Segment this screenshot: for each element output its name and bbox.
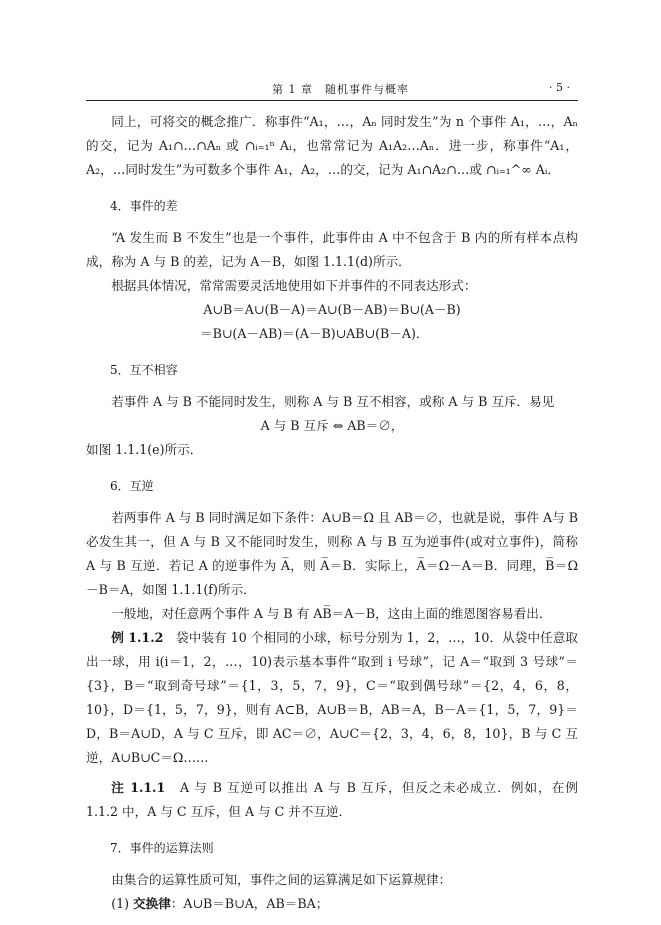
section-title-difference: 4．事件的差 (110, 199, 178, 213)
paragraph-mutually-exclusive: 若事件 A 与 B 不能同时发生，则称 A 与 B 互不相容，或称 A 与 B 互斥．易见 (111, 394, 555, 409)
term-commutative: 交换律 (133, 896, 171, 911)
section-title-complement: 6．互逆 (110, 479, 154, 493)
paragraph-difference-identity: 一般地，对任意两个事件 A 与 B 有 AB̅＝A－B，这由上面的维恩图容易看出． (111, 606, 552, 621)
page-number: · 5 · (549, 81, 570, 94)
paragraph-difference: “A 发生而 B 不发生”也是一个事件，此事件由 A 中不包含于 B 内的所有样本点构成，称为 A 与 B 的差，记为 A－B，如图 1.1.1(d)所示． (86, 230, 578, 269)
section-title-operation-rules: 7．事件的运算法则 (110, 841, 214, 855)
note-1-1-1: 注 1.1.1 A 与 B 互逆可以推出 A 与 B 互斥，但反之未必成立．例如，在例 1.1.2 中，A 与 C 互斥，但 A 与 C 并不互逆． (86, 780, 578, 819)
equation-union-2: ＝B∪(A－AB)＝(A－B)∪AB∪(B－A)． (200, 326, 429, 341)
example-label: 例 1.1.2 (111, 630, 164, 645)
note-label: 注 1.1.1 (111, 780, 166, 795)
example-1-1-2: 例 1.1.2 袋中装有 10 个相同的小球，标号分别为 1，2，…，10．从袋中任意取出一球，用 i(i＝1，2，…，10)表示基本事件“取到 i 号球”，记 A＝“取到 3 号球”＝{3}，B＝“取到奇号球”＝{1，3，5，7，9}，C＝“取到偶号球”＝{2，4，6，8，10}，D＝{1，5，7，9}，则有 A⊂B，A∪B＝B，AB＝A，B－A＝{1，5，7，9}＝D，B＝A∪D，A 与 C 互斥，即 AC＝∅，A∪C＝{2，3，4，6，8，10}，B 与 C 互逆，A∪B∪C＝Ω…… (86, 630, 578, 765)
header-rule (86, 100, 578, 101)
paragraph-operation-rules: 由集合的运算性质可知，事件之间的运算满足如下运算规律： (111, 872, 452, 887)
equation-union-1: A∪B＝A∪(B－A)＝A∪(B－AB)＝B∪(A－B) (203, 302, 461, 317)
chapter-title: 第 1 章 随机事件与概率 (272, 83, 409, 96)
paragraph-intersection: 同上，可将交的概念推广．称事件“A₁，…，Aₙ 同时发生”为 n 个事件 A₁，…，Aₙ 的交，记为 A₁∩…∩Aₙ 或 ∩ᵢ₌₁ⁿ Aᵢ，也常常记为 A₁A₂…Aₙ．进一步，称事件“A₁，A₂，…同时发生”为可数多个事件 A₁，A₂，…的交，记为 A₁∩A₂∩…或 ∩ᵢ₌₁^∞ Aᵢ． (86, 114, 578, 177)
paragraph-figure-ref-e: 如图 1.1.1(e)所示． (86, 442, 203, 457)
page-body (86, 110, 578, 916)
rule-commutative: (1) 交换律：A∪B＝B∪A，AB＝BA； (111, 896, 329, 911)
equation-exclusive: A 与 B 互斥 ⇔ AB＝∅， (260, 418, 404, 433)
running-header (86, 78, 576, 98)
paragraph-complement: 若两事件 A 与 B 同时满足如下条件：A∪B＝Ω 且 AB＝∅，也就是说，事件 A与 B 必发生其一，但 A 与 B 又不能同时发生，则称 A 与 B 互为逆事件(或对立事件)，简称 A 与 B 互逆．若记 A 的逆事件为 A̅，则 A̅＝B．实际上，A̅＝Ω－A＝B．同理，B̅＝Ω－B＝A，如图 1.1.1(f)所示． (86, 510, 579, 597)
section-title-mutually-exclusive: 5．互不相容 (110, 363, 178, 377)
paragraph-union-forms: 根据具体情况，常常需要灵活地使用如下并事件的不同表达形式： (111, 278, 477, 293)
